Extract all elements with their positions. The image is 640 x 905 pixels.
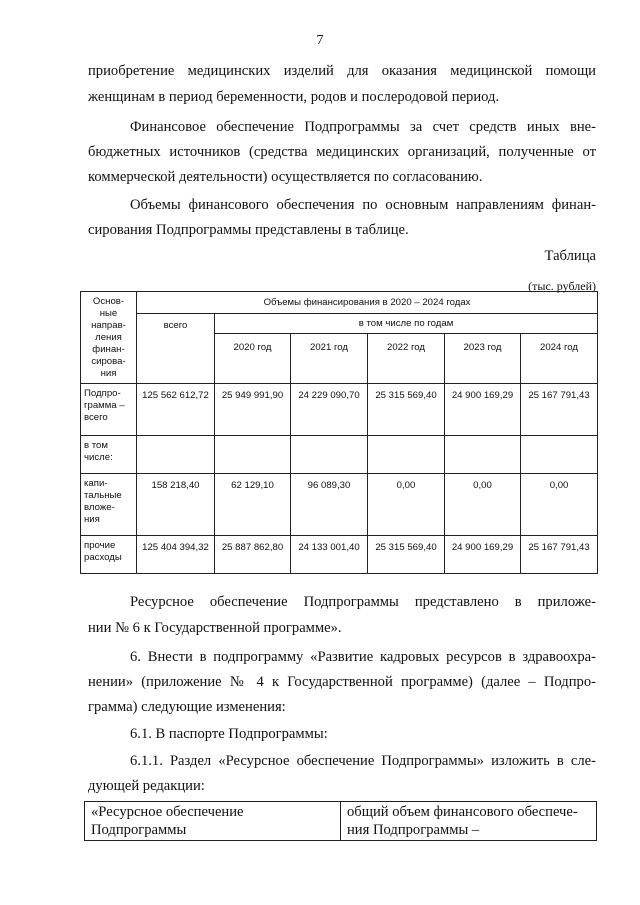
table-row xyxy=(81,436,598,474)
header-total: всего xyxy=(137,314,215,384)
financing-table xyxy=(80,291,598,574)
cell-value: 0,00 xyxy=(445,474,521,536)
table-row xyxy=(81,536,598,574)
header-by-year: в том числе по годам xyxy=(215,314,598,334)
paragraph-3-line-2: сирования Подпрограммы представлены в таблице. xyxy=(88,222,409,238)
page-number: 7 xyxy=(316,33,324,48)
cell-value: 25 315 569,40 xyxy=(368,384,445,436)
cell-value: 24 900 169,29 xyxy=(445,384,521,436)
cell-value: 0,00 xyxy=(521,474,598,536)
passport-table xyxy=(84,801,597,841)
table-row xyxy=(81,384,598,436)
cell-total xyxy=(137,436,215,474)
cell-value: 96 089,30 xyxy=(291,474,368,536)
cell-value: 62 129,10 xyxy=(215,474,291,536)
cell-total: 125 562 612,72 xyxy=(137,384,215,436)
cell-value: 25 887 862,80 xyxy=(215,536,291,574)
paragraph-4-line-2: нии № 6 к Государственной программе». xyxy=(88,620,342,636)
paragraph-1-line-2: женщинам в период беременности, родов и послеродовой период. xyxy=(88,89,500,105)
row-label: Подпро- грамма – всего xyxy=(81,384,137,436)
cell-value: 0,00 xyxy=(368,474,445,536)
header-year: 2021 год xyxy=(291,334,368,384)
header-year: 2024 год xyxy=(521,334,598,384)
paragraph-7-line-2: дующей редакции: xyxy=(88,778,205,794)
cell-value: 24 900 169,29 xyxy=(445,536,521,574)
passport-right-cell: общий объем финансового обеспече- ния Подпрограммы – xyxy=(341,802,597,841)
cell-value: 24 229 090,70 xyxy=(291,384,368,436)
paragraph-7-line-1: 6.1.1. Раздел «Ресурсное обеспечение Подпрограммы» изложить в сле- xyxy=(130,753,596,769)
paragraph-3-line-1: Объемы финансового обеспечения по основным направлениям финан- xyxy=(130,197,596,213)
header-group: Объемы финансирования в 2020 – 2024 годах xyxy=(137,292,598,314)
paragraph-2-line-1: Финансовое обеспечение Подпрограммы за счет средств иных внe- xyxy=(130,119,596,135)
row-label: в том числе: xyxy=(81,436,137,474)
table-units: (тыс. рублей) xyxy=(528,279,596,293)
cell-value: 24 133 001,40 xyxy=(291,536,368,574)
header-year: 2020 год xyxy=(215,334,291,384)
cell-value: 25 167 791,43 xyxy=(521,536,598,574)
header-directions: Основ- ные направ- ления финан- сирова- ния xyxy=(81,292,137,384)
table-caption: Таблица xyxy=(544,248,596,264)
paragraph-2-line-2: бюджетных источников (средства медицинских организаций, полученные от xyxy=(88,144,596,160)
cell-value: 25 949 991,90 xyxy=(215,384,291,436)
row-label: прочие расходы xyxy=(81,536,137,574)
cell-total: 125 404 394,32 xyxy=(137,536,215,574)
cell-value xyxy=(445,436,521,474)
paragraph-1-line-1: приобретение медицинских изделий для оказания медицинской помощи xyxy=(88,63,596,79)
paragraph-2-line-3: коммерческой деятельности) осуществляется по согласованию. xyxy=(88,169,483,185)
cell-value xyxy=(291,436,368,474)
table-row xyxy=(81,474,598,536)
cell-value: 25 315 569,40 xyxy=(368,536,445,574)
paragraph-5-line-1: 6. Внести в подпрограмму «Развитие кадровых ресурсов в здравоохра- xyxy=(130,649,596,665)
cell-value xyxy=(521,436,598,474)
cell-value xyxy=(368,436,445,474)
paragraph-4-line-1: Ресурсное обеспечение Подпрограммы представлено в приложе- xyxy=(130,594,596,610)
passport-left-cell: «Ресурсное обеспечение Подпрограммы xyxy=(85,802,341,841)
cell-total: 158 218,40 xyxy=(137,474,215,536)
paragraph-5-line-2: нении» (приложение № 4 к Государственной программе) (далее – Подпро- xyxy=(88,674,596,690)
row-label: капи- тальные вложе- ния xyxy=(81,474,137,536)
cell-value xyxy=(215,436,291,474)
header-year: 2022 год xyxy=(368,334,445,384)
paragraph-5-line-3: грамма) следующие изменения: xyxy=(88,699,286,715)
cell-value: 25 167 791,43 xyxy=(521,384,598,436)
paragraph-6: 6.1. В паспорте Подпрограммы: xyxy=(130,726,328,742)
header-year: 2023 год xyxy=(445,334,521,384)
